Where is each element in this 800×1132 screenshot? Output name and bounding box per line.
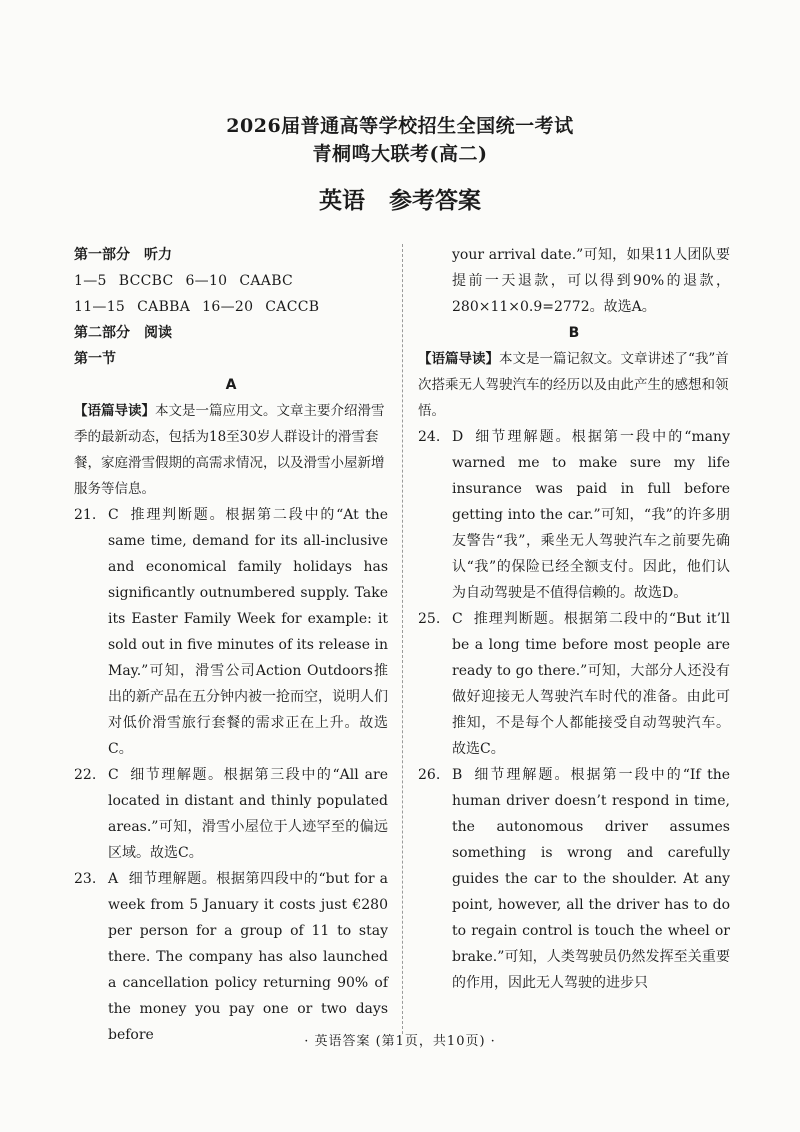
passage-a-guide [74, 398, 388, 502]
question-24 [418, 424, 730, 606]
guide-text: 本文是一篇应用文。文章主要介绍滑雪季的最新动态，包括为18至30岁人群设计的滑雪套餐，家庭滑雪假期的高需求情况，以及滑雪小屋新增服务等信息。 [74, 403, 385, 497]
answer-row-1 [74, 268, 388, 294]
guide-label: 【语篇导读】 [74, 403, 155, 419]
question-number: 22. [74, 767, 97, 783]
explanation: 细节理解题。根据第一段中的“many warned me to make sure my life insurance was paid in full before getting into the car.”可知，“我”的许多朋友警告“我”，乘坐无人驾驶汽车之前要先确认“我”的保险已经全额支付。因此，他们认为自动驾驶是不值得信赖的。故选D。 [452, 429, 730, 601]
question-25 [418, 606, 730, 762]
guide-label: 【语篇导读】 [418, 351, 499, 367]
doc-type: 参考答案 [389, 188, 481, 214]
document-title [0, 184, 800, 218]
column-divider [402, 244, 403, 1034]
answer-key: C [108, 767, 119, 783]
explanation: 推理判断题。根据第二段中的“But it’ll be a long time before most people are ready to go there.”可知，大部分人还没有做好迎接无人驾驶汽车时代的准备。由此可推知，不是每个人都能接受自动驾驶汽车。故选C。 [452, 611, 730, 757]
question-number: 26. [418, 767, 441, 783]
explanation: 推理判断题。根据第二段中的“At the same time, demand for its all-inclusive and economical family holidays has significantly outnumbered supply. Take its Easter Family Week for example: it sold out in five minutes of its release in May.”可知，滑雪公司Action Outdoors推出的新产品在五分钟内被一抢而空，说明人们对低价滑雪旅行套餐的需求正在上升。故选C。 [108, 507, 388, 757]
part1-heading [74, 242, 388, 268]
passage-b-letter: B [568, 325, 580, 341]
exam-subtitle: 青桐鸣大联考(高二) [312, 143, 488, 165]
answer-keys: CABBA [137, 299, 191, 315]
answer-keys: CAABC [239, 273, 294, 289]
question-21 [74, 502, 388, 762]
explanation: 细节理解题。根据第一段中的“If the human driver doesn’t respond in time, the autonomous driver assumes something is wrong and carefully guides the car to the shoulder. At any point, however, all the driver has to do to regain control is touch the wheel or brake.”可知，人类驾驶员仍然发挥至关重要的作用，因此无人驾驶的进步只 [452, 767, 730, 991]
guide-text: 本文是一篇记叙文。文章讲述了“我”首次搭乘无人驾驶汽车的经历以及由此产生的感想和领悟。 [418, 351, 729, 419]
answer-range: 16—20 [202, 299, 254, 315]
part2-name: 阅读 [144, 325, 172, 341]
part1-name: 听力 [144, 247, 172, 263]
page-header [0, 112, 800, 218]
passage-b-guide [418, 346, 730, 424]
answer-keys: CACCB [265, 299, 320, 315]
question-number: 25. [418, 611, 441, 627]
question-23-continued: your arrival date.”可知，如果11人团队要提前一天退款，可以得到90%的退款，280×11×0.9=2772。故选A。 [452, 247, 730, 315]
page-footer: · 英语答案 (第1页，共10页) · [304, 1034, 496, 1049]
exam-title: 2026届普通高等学校招生全国统一考试 [226, 115, 574, 137]
question-number: 24. [418, 429, 441, 445]
question-23 [74, 866, 388, 1048]
part1-label: 第一部分 [74, 247, 130, 263]
answer-row-2 [74, 294, 388, 320]
part2-label: 第二部分 [74, 325, 130, 341]
passage-a-letter: A [225, 377, 237, 393]
answer-keys: BCCBC [118, 273, 174, 289]
question-number: 21. [74, 507, 97, 523]
part2-heading [74, 320, 388, 346]
explanation: 细节理解题。根据第三段中的“All are located in distant and thinly populated areas.”可知，滑雪小屋位于人迹罕至的偏远区域。故选C。 [108, 767, 388, 861]
answer-key: C [452, 611, 463, 627]
question-number: 23. [74, 871, 97, 887]
left-column [74, 242, 388, 1048]
subject-name: 英语 [319, 188, 365, 214]
section-heading: 第一节 [74, 351, 116, 367]
answer-key: D [452, 429, 464, 445]
answer-key: B [452, 767, 463, 783]
answer-range: 6—10 [185, 273, 228, 289]
answer-range: 11—15 [74, 299, 126, 315]
explanation: 细节理解题。根据第四段中的“but for a week from 5 January it costs just €280 per person for a group of 11 to stay there. The company has also launched a cancellation policy returning 90% of the money you pay one or two days before [108, 871, 388, 1043]
right-column [418, 242, 730, 996]
question-22 [74, 762, 388, 866]
answer-key: C [108, 507, 119, 523]
answer-key: A [108, 871, 119, 887]
answer-range: 1—5 [74, 273, 107, 289]
question-26 [418, 762, 730, 996]
